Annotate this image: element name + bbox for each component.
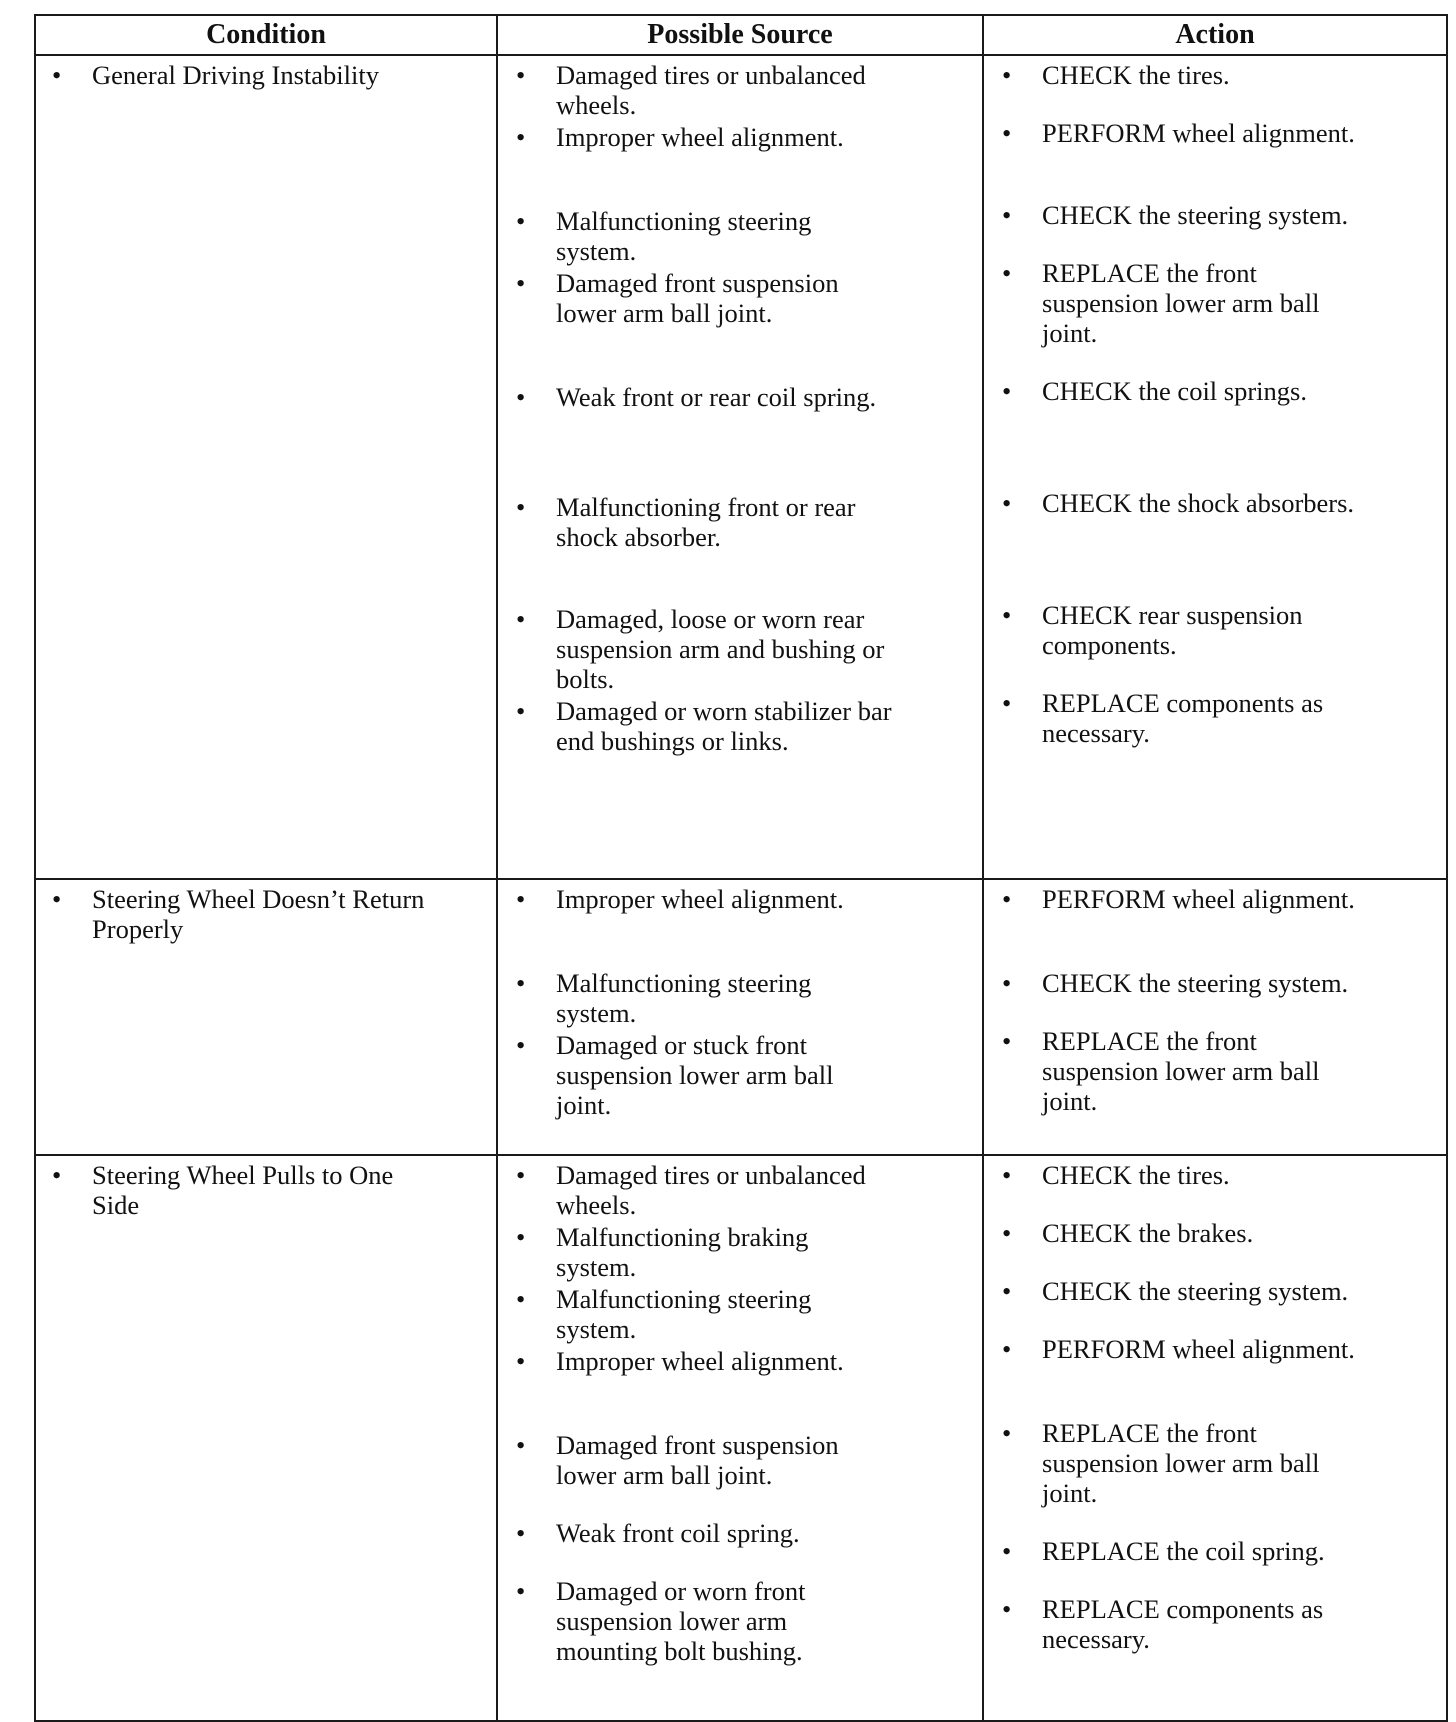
condition-cell (35, 55, 497, 879)
list-item: • Damaged or worn front suspension lower arm mounting bolt bushing. (504, 1576, 856, 1666)
source-list (504, 1160, 976, 1666)
list-item: • Malfunctioning front or rear shock absorber. (504, 492, 886, 552)
list-item: • CHECK the shock absorbers. (990, 488, 1440, 518)
header-possible-source: Possible Source (497, 15, 983, 55)
list-item: • Malfunctioning steering system. (504, 1284, 846, 1344)
condition-cell (35, 1155, 497, 1721)
action-list (990, 1160, 1440, 1654)
action-list (990, 884, 1440, 1116)
list-item: • Damaged front suspension lower arm ball joint. (504, 268, 876, 328)
source-list (504, 884, 976, 1120)
action-cell (983, 879, 1447, 1155)
list-item: • REPLACE the front suspension lower arm ball joint. (990, 258, 1372, 348)
list-item: • Malfunctioning steering system. (504, 968, 846, 1028)
list-item: • CHECK rear suspension components. (990, 600, 1372, 660)
list-item: • Improper wheel alignment. (504, 1346, 976, 1376)
list-item: • CHECK the steering system. (990, 968, 1440, 998)
source-list (504, 60, 976, 756)
list-item: • Weak front or rear coil spring. (504, 382, 976, 412)
list-item: • REPLACE components as necessary. (990, 688, 1372, 748)
list-item: • Damaged or stuck front suspension lower arm ball joint. (504, 1030, 876, 1120)
condition-text: • Steering Wheel Doesn’t Return Properly (42, 884, 472, 944)
list-item: • PERFORM wheel alignment. (990, 884, 1440, 914)
list-item: • CHECK the steering system. (990, 1276, 1440, 1306)
list-item: • Damaged, loose or worn rear suspension arm and bushing or bolts. (504, 604, 926, 694)
list-item: • Malfunctioning braking system. (504, 1222, 846, 1282)
list-item: • Damaged tires or unbalanced wheels. (504, 60, 886, 120)
source-cell (497, 1155, 983, 1721)
action-cell (983, 55, 1447, 879)
source-cell (497, 879, 983, 1155)
source-cell (497, 55, 983, 879)
list-item: • REPLACE the front suspension lower arm ball joint. (990, 1418, 1372, 1508)
list-item: • CHECK the tires. (990, 1160, 1440, 1190)
table-row (35, 55, 1447, 879)
list-item: • Damaged or worn stabilizer bar end bushings or links. (504, 696, 926, 756)
condition-text: • Steering Wheel Pulls to One Side (42, 1160, 442, 1220)
list-item: • CHECK the coil springs. (990, 376, 1440, 406)
table-header (35, 15, 1447, 55)
list-item: • Improper wheel alignment. (504, 122, 976, 152)
list-item: • PERFORM wheel alignment. (990, 118, 1440, 148)
list-item: • Improper wheel alignment. (504, 884, 976, 914)
action-cell (983, 1155, 1447, 1721)
list-item: • CHECK the tires. (990, 60, 1440, 90)
list-item: • Damaged tires or unbalanced wheels. (504, 1160, 886, 1220)
list-item: • REPLACE components as necessary. (990, 1594, 1372, 1654)
condition-cell (35, 879, 497, 1155)
list-item: • REPLACE the coil spring. (990, 1536, 1440, 1566)
header-action: Action (983, 15, 1447, 55)
list-item: • REPLACE the front suspension lower arm ball joint. (990, 1026, 1372, 1116)
table-row (35, 879, 1447, 1155)
diagnosis-table (34, 14, 1448, 1722)
header-condition: Condition (35, 15, 497, 55)
list-item: • Damaged front suspension lower arm ball joint. (504, 1430, 876, 1490)
list-item: • Malfunctioning steering system. (504, 206, 846, 266)
condition-text: • General Driving Instability (42, 60, 490, 90)
action-list (990, 60, 1440, 748)
table-row (35, 1155, 1447, 1721)
list-item: • PERFORM wheel alignment. (990, 1334, 1440, 1364)
list-item: • Weak front coil spring. (504, 1518, 976, 1548)
list-item: • CHECK the steering system. (990, 200, 1440, 230)
list-item: • CHECK the brakes. (990, 1218, 1440, 1248)
